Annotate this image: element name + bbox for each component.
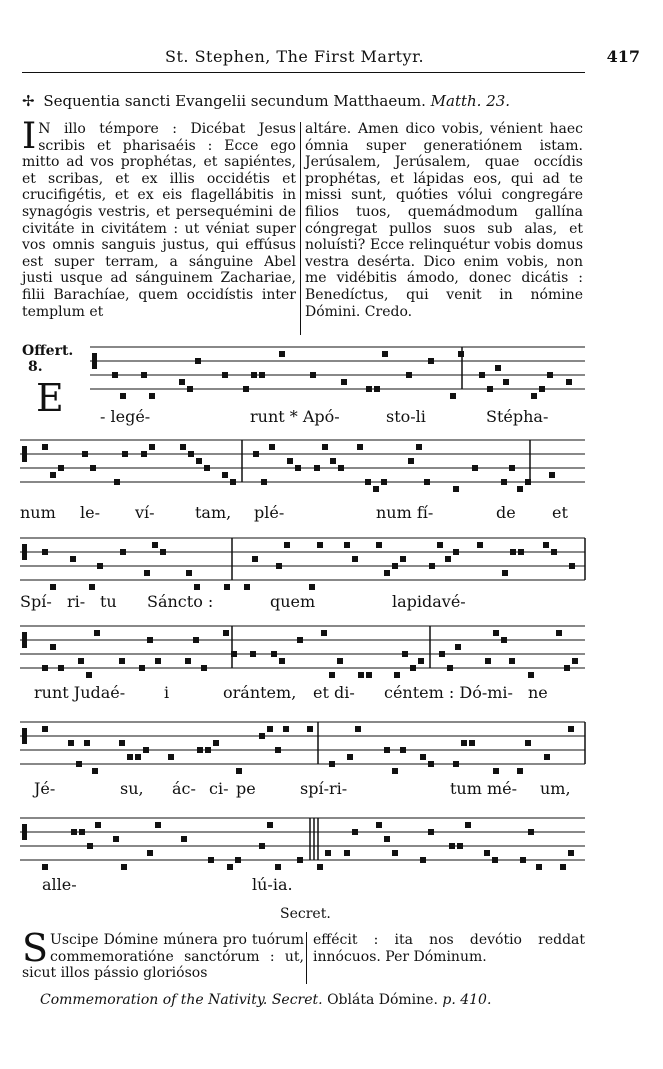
- neume-note: [366, 672, 372, 678]
- commemoration-page-ref: p. 410.: [442, 992, 492, 1008]
- neume-note: [112, 372, 118, 378]
- neume-note: [208, 857, 214, 863]
- lyric-syllable: i: [164, 683, 170, 702]
- commemoration-label: Commemoration of the Nativity.: [40, 992, 268, 1008]
- neume-note: [271, 651, 277, 657]
- secret-title: Secret.: [280, 906, 331, 922]
- lyric-syllable: Spí-: [20, 592, 52, 611]
- neume-note: [400, 747, 406, 753]
- neume-note: [344, 850, 350, 856]
- neume-note: [287, 458, 293, 464]
- neume-note: [90, 465, 96, 471]
- neume-note: [222, 472, 228, 478]
- neume-note: [195, 358, 201, 364]
- neume-note: [135, 754, 141, 760]
- neume-note: [231, 651, 237, 657]
- neume-note: [152, 542, 158, 548]
- neume-note: [493, 768, 499, 774]
- neume-note: [317, 542, 323, 548]
- neume-note: [492, 857, 498, 863]
- neume-note: [572, 658, 578, 664]
- neume-note: [187, 386, 193, 392]
- neume-note: [185, 658, 191, 664]
- neume-note: [194, 584, 200, 590]
- lyric-syllable: lapidavé-: [392, 592, 466, 611]
- neume-note: [381, 479, 387, 485]
- neume-note: [259, 372, 265, 378]
- neume-note: [485, 658, 491, 664]
- offertory-label-text: Offert.: [22, 343, 74, 359]
- commemoration-line: [40, 992, 491, 1008]
- lyric-syllable: céntem : Dó-mi-: [384, 683, 513, 702]
- neume-note: [352, 556, 358, 562]
- neume-note: [58, 465, 64, 471]
- neume-note: [295, 465, 301, 471]
- neume-note: [121, 864, 127, 870]
- neume-note: [222, 372, 228, 378]
- neume-note: [95, 822, 101, 828]
- gospel-left-text: N illo témpore : Dicébat Jesus scribis et pharisaéis : Ecce ego mitto ad vos prophétas, et sapiéntes, et scribas, et ex illis occidétis et crucifigétis, et ex eis flagellábitis in synagógis vestris, et persequémini de civitáte in civitátem : ut véniat super vos omnis sanguis justus, qui effúsus est super terram, a sánguine Abel justi usque ad sánguinem Zachariae, filii Barachíae, quem occidístis inter templum et: [22, 121, 296, 320]
- neume-note: [518, 549, 524, 555]
- secret-left-text: Uscipe Dómine múnera pro tuórum commemoratióne sanctórum : ut, sicut illos pássio gloriósos: [22, 932, 304, 982]
- neume-note: [144, 570, 150, 576]
- neume-note: [213, 740, 219, 746]
- neume-note: [525, 479, 531, 485]
- neume-note: [261, 479, 267, 485]
- neume-note: [416, 444, 422, 450]
- neume-note: [450, 393, 456, 399]
- neume-note: [408, 458, 414, 464]
- neume-note: [205, 747, 211, 753]
- neume-note: [168, 754, 174, 760]
- neume-note: [201, 665, 207, 671]
- neume-note: [528, 672, 534, 678]
- neume-note: [484, 850, 490, 856]
- neume-note: [437, 542, 443, 548]
- neume-note: [503, 379, 509, 385]
- neume-note: [42, 444, 48, 450]
- neume-note: [392, 563, 398, 569]
- neume-note: [120, 549, 126, 555]
- neume-note: [564, 665, 570, 671]
- neume-note: [71, 829, 77, 835]
- lyric-syllable: et: [552, 503, 568, 522]
- neume-note: [155, 658, 161, 664]
- offertory-initial: E: [36, 376, 64, 420]
- neume-note: [84, 740, 90, 746]
- neume-note: [181, 836, 187, 842]
- lyric-syllable: runt * Apó-: [250, 407, 340, 426]
- neume-note: [244, 584, 250, 590]
- lyric-syllable: ác-: [172, 779, 196, 798]
- neume-note: [472, 465, 478, 471]
- neume-note: [204, 465, 210, 471]
- neume-note: [501, 479, 507, 485]
- neume-note: [317, 864, 323, 870]
- neume-note: [429, 563, 435, 569]
- neume-note: [376, 542, 382, 548]
- neume-note: [70, 556, 76, 562]
- neume-note: [517, 486, 523, 492]
- neume-note: [321, 630, 327, 636]
- neume-note: [179, 379, 185, 385]
- neume-note: [428, 829, 434, 835]
- neume-note: [275, 864, 281, 870]
- neume-note: [449, 843, 455, 849]
- neume-note: [307, 726, 313, 732]
- neume-note: [120, 393, 126, 399]
- neume-note: [544, 754, 550, 760]
- neume-note: [461, 740, 467, 746]
- neume-note: [465, 822, 471, 828]
- neume-note: [376, 822, 382, 828]
- neume-note: [322, 444, 328, 450]
- neume-note: [374, 386, 380, 392]
- neume-note: [227, 864, 233, 870]
- lyric-syllable: tam,: [195, 503, 232, 522]
- neume-note: [568, 850, 574, 856]
- lyric-syllable: ci-: [209, 779, 229, 798]
- commemoration-text: Obláta Dómine.: [327, 992, 438, 1008]
- neume-note: [453, 761, 459, 767]
- neume-note: [365, 479, 371, 485]
- neume-note: [547, 372, 553, 378]
- neume-note: [366, 386, 372, 392]
- neume-note: [141, 451, 147, 457]
- neume-note: [127, 754, 133, 760]
- neume-note: [420, 754, 426, 760]
- lyric-syllable: spí-ri-: [300, 779, 348, 798]
- neume-note: [455, 644, 461, 650]
- neume-note: [384, 836, 390, 842]
- neume-note: [259, 733, 265, 739]
- neume-note: [147, 637, 153, 643]
- neume-note: [355, 726, 361, 732]
- neume-note: [551, 549, 557, 555]
- neume-note: [517, 768, 523, 774]
- lyric-syllable: runt Judaé-: [34, 683, 126, 702]
- neume-note: [68, 740, 74, 746]
- lyric-syllable: alle-: [42, 875, 77, 894]
- neume-note: [539, 386, 545, 392]
- neume-note: [224, 584, 230, 590]
- neume-note: [87, 843, 93, 849]
- lyric-syllable: quem: [270, 592, 316, 611]
- neume-note: [556, 630, 562, 636]
- neume-note: [252, 556, 258, 562]
- neume-note: [502, 570, 508, 576]
- neume-note: [493, 630, 499, 636]
- neume-note: [501, 637, 507, 643]
- neume-note: [392, 850, 398, 856]
- secret-right-text: effécit : ita nos devótio reddat innócuos. Per Dóminum.: [313, 932, 585, 965]
- clef-icon: [22, 544, 27, 560]
- lyric-syllable: lú-ia.: [252, 875, 293, 894]
- lyric-syllable: tu: [100, 592, 117, 611]
- lyric-syllable: plé-: [254, 503, 285, 522]
- neume-note: [149, 393, 155, 399]
- neume-note: [223, 630, 229, 636]
- neume-note: [420, 857, 426, 863]
- lyric-syllable: le-: [80, 503, 100, 522]
- neume-note: [453, 486, 459, 492]
- neume-note: [382, 351, 388, 357]
- neume-note: [42, 549, 48, 555]
- lyric-syllable: num fí-: [376, 503, 434, 522]
- header-title: St. Stephen, The First Martyr.: [165, 47, 425, 66]
- lyric-syllable: sto-li: [386, 407, 426, 426]
- neume-note: [160, 549, 166, 555]
- neume-note: [283, 726, 289, 732]
- neume-note: [141, 372, 147, 378]
- neume-note: [384, 570, 390, 576]
- neume-note: [267, 822, 273, 828]
- lyric-syllable: tum mé-: [450, 779, 518, 798]
- neume-note: [94, 630, 100, 636]
- neume-note: [188, 451, 194, 457]
- sequence-citation: Matth. 23.: [430, 92, 511, 110]
- clef-icon: [92, 353, 97, 369]
- neume-note: [251, 372, 257, 378]
- neume-note: [78, 658, 84, 664]
- neume-note: [97, 563, 103, 569]
- neume-note: [113, 836, 119, 842]
- neume-note: [509, 465, 515, 471]
- neume-note: [119, 658, 125, 664]
- neume-note: [373, 486, 379, 492]
- clef-icon: [22, 824, 27, 840]
- neume-note: [267, 726, 273, 732]
- neume-note: [357, 444, 363, 450]
- neume-note: [143, 747, 149, 753]
- neume-note: [58, 665, 64, 671]
- neume-note: [447, 665, 453, 671]
- clef-icon: [22, 728, 27, 744]
- lyric-syllable: ví-: [135, 503, 155, 522]
- commemoration-secret-label: Secret.: [271, 992, 323, 1008]
- neume-note: [122, 451, 128, 457]
- neume-note: [568, 726, 574, 732]
- neume-note: [458, 351, 464, 357]
- neume-note: [147, 850, 153, 856]
- neume-note: [477, 542, 483, 548]
- neume-note: [330, 458, 336, 464]
- neume-note: [457, 843, 463, 849]
- neume-note: [284, 542, 290, 548]
- clef-icon: [22, 446, 27, 462]
- neume-note: [560, 864, 566, 870]
- neume-note: [149, 444, 155, 450]
- neume-note: [114, 479, 120, 485]
- lyric-syllable: de: [496, 503, 516, 522]
- sequence-text: Sequentia sancti Evangelii secundum Matthaeum.: [43, 92, 426, 110]
- neume-note: [279, 658, 285, 664]
- neume-note: [495, 365, 501, 371]
- lyric-syllable: ne: [528, 683, 548, 702]
- offertory-mode: 8.: [28, 359, 43, 375]
- neume-note: [235, 857, 241, 863]
- neume-note: [510, 549, 516, 555]
- neume-note: [259, 843, 265, 849]
- gospel-right-text: altáre. Amen dico vobis, vénient haec ómnia super generatiónem istam. Jerúsalem, Jerúsalem, quae occídis prophétas, et lápidas eos, qui ad te missi sunt, quóties vólui congregáre filios tuos, quemádmodum gallína cóngregat pullos suos sub alas, et noluísti? Ecce relinquétur vobis domus vestra desérta. Dico enim vobis, non me vidébitis ámodo, donec dicátis : Benedíctus, qui venit in nómine Dómini. Credo.: [305, 121, 583, 320]
- neume-note: [329, 672, 335, 678]
- neume-note: [536, 864, 542, 870]
- lyric-syllable: orántem,: [223, 683, 297, 702]
- neume-note: [338, 465, 344, 471]
- neume-note: [42, 864, 48, 870]
- neume-note: [86, 672, 92, 678]
- neume-note: [269, 444, 275, 450]
- neume-note: [341, 379, 347, 385]
- neume-note: [42, 665, 48, 671]
- neume-note: [193, 637, 199, 643]
- neume-note: [347, 754, 353, 760]
- lyric-syllable: um,: [540, 779, 571, 798]
- page-number: 417: [606, 47, 640, 66]
- neume-note: [392, 768, 398, 774]
- neume-note: [410, 665, 416, 671]
- neume-note: [314, 465, 320, 471]
- neume-note: [119, 740, 125, 746]
- neume-note: [479, 372, 485, 378]
- neume-note: [243, 386, 249, 392]
- neume-note: [82, 451, 88, 457]
- neume-note: [418, 658, 424, 664]
- neume-note: [186, 570, 192, 576]
- lyric-syllable: ri-: [67, 592, 86, 611]
- neume-note: [196, 458, 202, 464]
- neume-note: [337, 658, 343, 664]
- neume-note: [310, 372, 316, 378]
- neume-note: [155, 822, 161, 828]
- neume-note: [325, 850, 331, 856]
- neume-note: [424, 479, 430, 485]
- neume-note: [79, 829, 85, 835]
- neume-note: [89, 584, 95, 590]
- neume-note: [531, 393, 537, 399]
- neume-note: [406, 372, 412, 378]
- neume-note: [439, 651, 445, 657]
- cross-icon: ✢: [22, 92, 35, 110]
- neume-note: [50, 472, 56, 478]
- neume-note: [428, 358, 434, 364]
- neume-note: [453, 549, 459, 555]
- neume-note: [428, 761, 434, 767]
- neume-note: [549, 472, 555, 478]
- lyric-syllable: Stépha-: [486, 407, 549, 426]
- secret-left-column: [22, 926, 304, 982]
- neume-note: [487, 386, 493, 392]
- neume-note: [528, 829, 534, 835]
- neume-note: [344, 542, 350, 548]
- neume-note: [329, 761, 335, 767]
- neume-note: [400, 556, 406, 562]
- neume-note: [50, 644, 56, 650]
- neume-note: [402, 651, 408, 657]
- lyric-syllable: Sáncto :: [147, 592, 214, 611]
- secret-divider: [306, 932, 307, 984]
- neume-note: [76, 761, 82, 767]
- secret-right-column: [313, 932, 585, 965]
- lyric-syllable: - legé-: [100, 407, 151, 426]
- neume-note: [525, 740, 531, 746]
- neume-note: [569, 563, 575, 569]
- drop-initial-s: S: [22, 926, 49, 970]
- neume-note: [139, 665, 145, 671]
- neume-note: [275, 747, 281, 753]
- neume-note: [297, 637, 303, 643]
- neume-note: [230, 479, 236, 485]
- neume-note: [42, 726, 48, 732]
- clef-icon: [22, 632, 27, 648]
- neume-note: [309, 584, 315, 590]
- neume-note: [509, 658, 515, 664]
- neume-note: [469, 740, 475, 746]
- neume-note: [180, 444, 186, 450]
- neume-note: [358, 672, 364, 678]
- neume-note: [50, 584, 56, 590]
- lyric-syllable: su,: [120, 779, 144, 798]
- neume-note: [236, 768, 242, 774]
- lyric-syllable: Jé-: [34, 779, 56, 798]
- lyric-syllable: num: [20, 503, 56, 522]
- neume-note: [297, 857, 303, 863]
- neume-note: [520, 857, 526, 863]
- neume-note: [352, 829, 358, 835]
- neume-note: [279, 351, 285, 357]
- lyric-syllable: pe: [236, 779, 256, 798]
- neume-note: [253, 451, 259, 457]
- neume-note: [250, 651, 256, 657]
- neume-note: [445, 556, 451, 562]
- lyric-syllable: et di-: [313, 683, 355, 702]
- neume-note: [92, 768, 98, 774]
- neume-note: [566, 379, 572, 385]
- drop-initial-i: I: [22, 116, 37, 157]
- neume-note: [543, 542, 549, 548]
- neume-note: [276, 563, 282, 569]
- neume-note: [197, 747, 203, 753]
- neume-note: [394, 672, 400, 678]
- neume-note: [384, 747, 390, 753]
